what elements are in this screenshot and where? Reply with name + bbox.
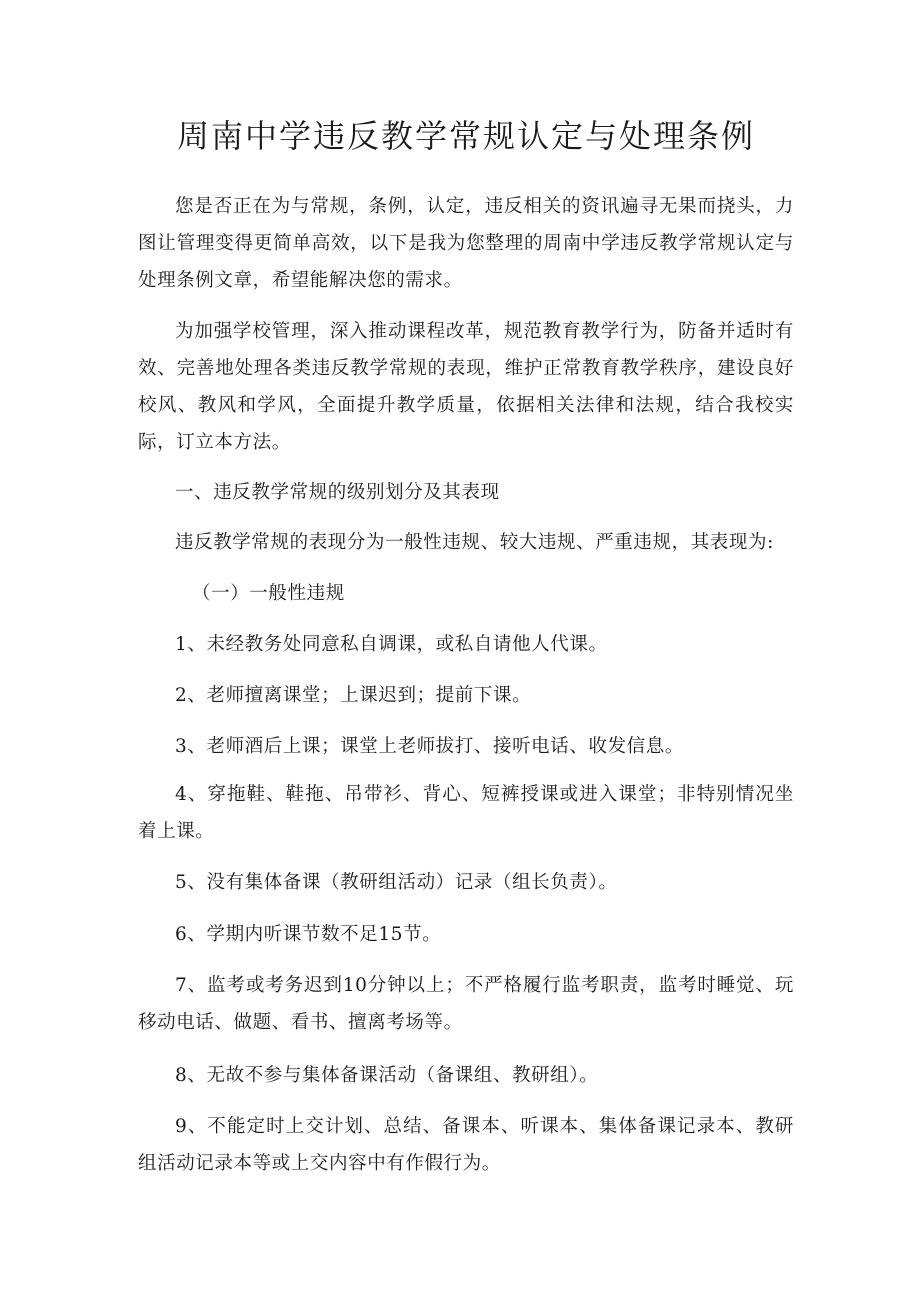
subsection-heading: （一）一般性违规 xyxy=(192,583,345,604)
section-heading: 一、违反教学常规的级别划分及其表现 xyxy=(175,482,500,503)
preamble-paragraph: 为加强学校管理，深入推动课程改革，规范教育教学行为，防备并适时有效、完善地处理各类违反教学常规的表现，维护正常教育教学秩序，建设良好校风、教风和学风，全面提升教学质量，依据相关法律和法规，结合我校实际，订立本方法。 xyxy=(138,321,794,453)
intro-paragraph: 您是否正在为与常规，条例，认定，违反相关的资讯遍寻无果而挠头，力图让管理变得更简单高效，以下是我为您整理的周南中学违反教学常规认定与处理条例文章，希望能解决您的需求。 xyxy=(138,196,794,291)
list-item: 5、没有集体备课（教研组活动）记录（组长负责）。 xyxy=(175,872,618,893)
list-item: 8、无故不参与集体备课活动（备课组、教研组）。 xyxy=(175,1065,599,1086)
list-item: 3、老师酒后上课；课堂上老师拔打、接听电话、收发信息。 xyxy=(175,736,684,757)
list-item: 7、监考或考务迟到10分钟以上；不严格履行监考职责，监考时睡觉、玩移动电话、做题、看书、擅离考场等。 xyxy=(138,975,794,1033)
list-item: 1、未经教务处同意私自调课，或私自请他人代课。 xyxy=(175,634,608,655)
list-item: 2、老师擅离课堂；上课迟到；提前下课。 xyxy=(175,685,532,706)
list-item: 9、不能定时上交计划、总结、备课本、听课本、集体备课记录本、教研组活动记录本等或上交内容中有作假行为。 xyxy=(138,1116,794,1174)
list-item: 6、学期内听课节数不足15节。 xyxy=(175,924,442,945)
section-intro: 违反教学常规的表现分为一般性违规、较大违规、严重违规，其表现为: xyxy=(175,532,774,553)
document-title: 周南中学违反教学常规认定与处理条例 xyxy=(176,117,755,155)
list-item: 4、穿拖鞋、鞋拖、吊带衫、背心、短裤授课或进入课堂；非特别情况坐着上课。 xyxy=(138,784,794,842)
